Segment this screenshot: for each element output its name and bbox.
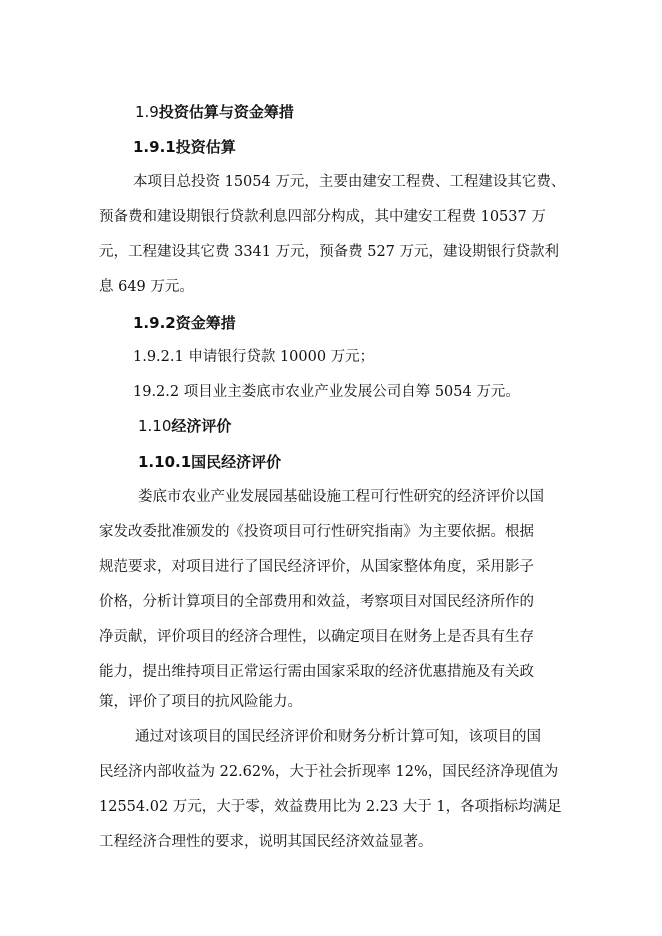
section-heading-1-10-1 (138, 452, 281, 472)
paragraph-line: 息 649 万元。 (99, 279, 194, 295)
paragraph-line: 12554.02 万元，大于零，效益费用比为 2.23 大于 1，各项指标均满足 (99, 799, 562, 815)
section-number: 1.10.1 (138, 453, 192, 471)
section-title: 国民经济评价 (191, 453, 282, 471)
section-heading-1-9 (135, 102, 294, 122)
section-heading-1-10 (138, 416, 231, 436)
paragraph-line: 价格，分析计算项目的全部费用和效益，考察项目对国民经济所作的 (99, 594, 534, 610)
paragraph-line: 民经济内部收益为 22.62%，大于社会折现率 12%，国民经济净现值为 (99, 764, 559, 780)
section-number: 1.9 (135, 103, 159, 121)
section-heading-1-9-2 (133, 313, 236, 333)
paragraph-line: 策，评价了项目的抗风险能力。 (99, 694, 302, 710)
section-title: 投资估算 (175, 138, 236, 156)
section-number: 1.9.1 (133, 138, 176, 156)
section-heading-1-9-1 (133, 137, 236, 157)
section-title: 资金筹措 (175, 314, 236, 332)
paragraph-line: 规范要求，对项目进行了国民经济评价，从国家整体角度，采用影子 (99, 559, 534, 575)
paragraph-line: 元，工程建设其它费 3341 万元，预备费 527 万元，建设期银行贷款利 (99, 244, 560, 260)
section-number: 1.9.2 (133, 314, 176, 332)
paragraph-line: 本项目总投资 15054 万元，主要由建安工程费、工程建设其它费、 (133, 174, 566, 190)
section-number: 1.10 (138, 417, 172, 435)
section-title: 投资估算与资金筹措 (158, 103, 294, 121)
funding-item: 19.2.2 项目业主娄底市农业产业发展公司自筹 5054 万元。 (133, 384, 520, 400)
section-title: 经济评价 (171, 417, 232, 435)
paragraph-line: 预备费和建设期银行贷款利息四部分构成，其中建安工程费 10537 万 (99, 209, 546, 225)
paragraph-line: 家发改委批准颁发的《投资项目可行性研究指南》为主要依据。根据 (99, 524, 534, 540)
paragraph-line: 能力，提出维持项目正常运行需由国家采取的经济优惠措施及有关政 (99, 664, 534, 680)
funding-item: 1.9.2.1 申请银行贷款 10000 万元； (133, 349, 375, 365)
paragraph-line: 净贡献，评价项目的经济合理性，以确定项目在财务上是否具有生存 (99, 629, 534, 645)
paragraph-line: 通过对该项目的国民经济评价和财务分析计算可知，该项目的国 (135, 729, 541, 745)
paragraph-line: 工程经济合理性的要求，说明其国民经济效益显著。 (99, 834, 433, 850)
paragraph-line: 娄底市农业产业发展园基础设施工程可行性研究的经济评价以国 (138, 489, 544, 505)
